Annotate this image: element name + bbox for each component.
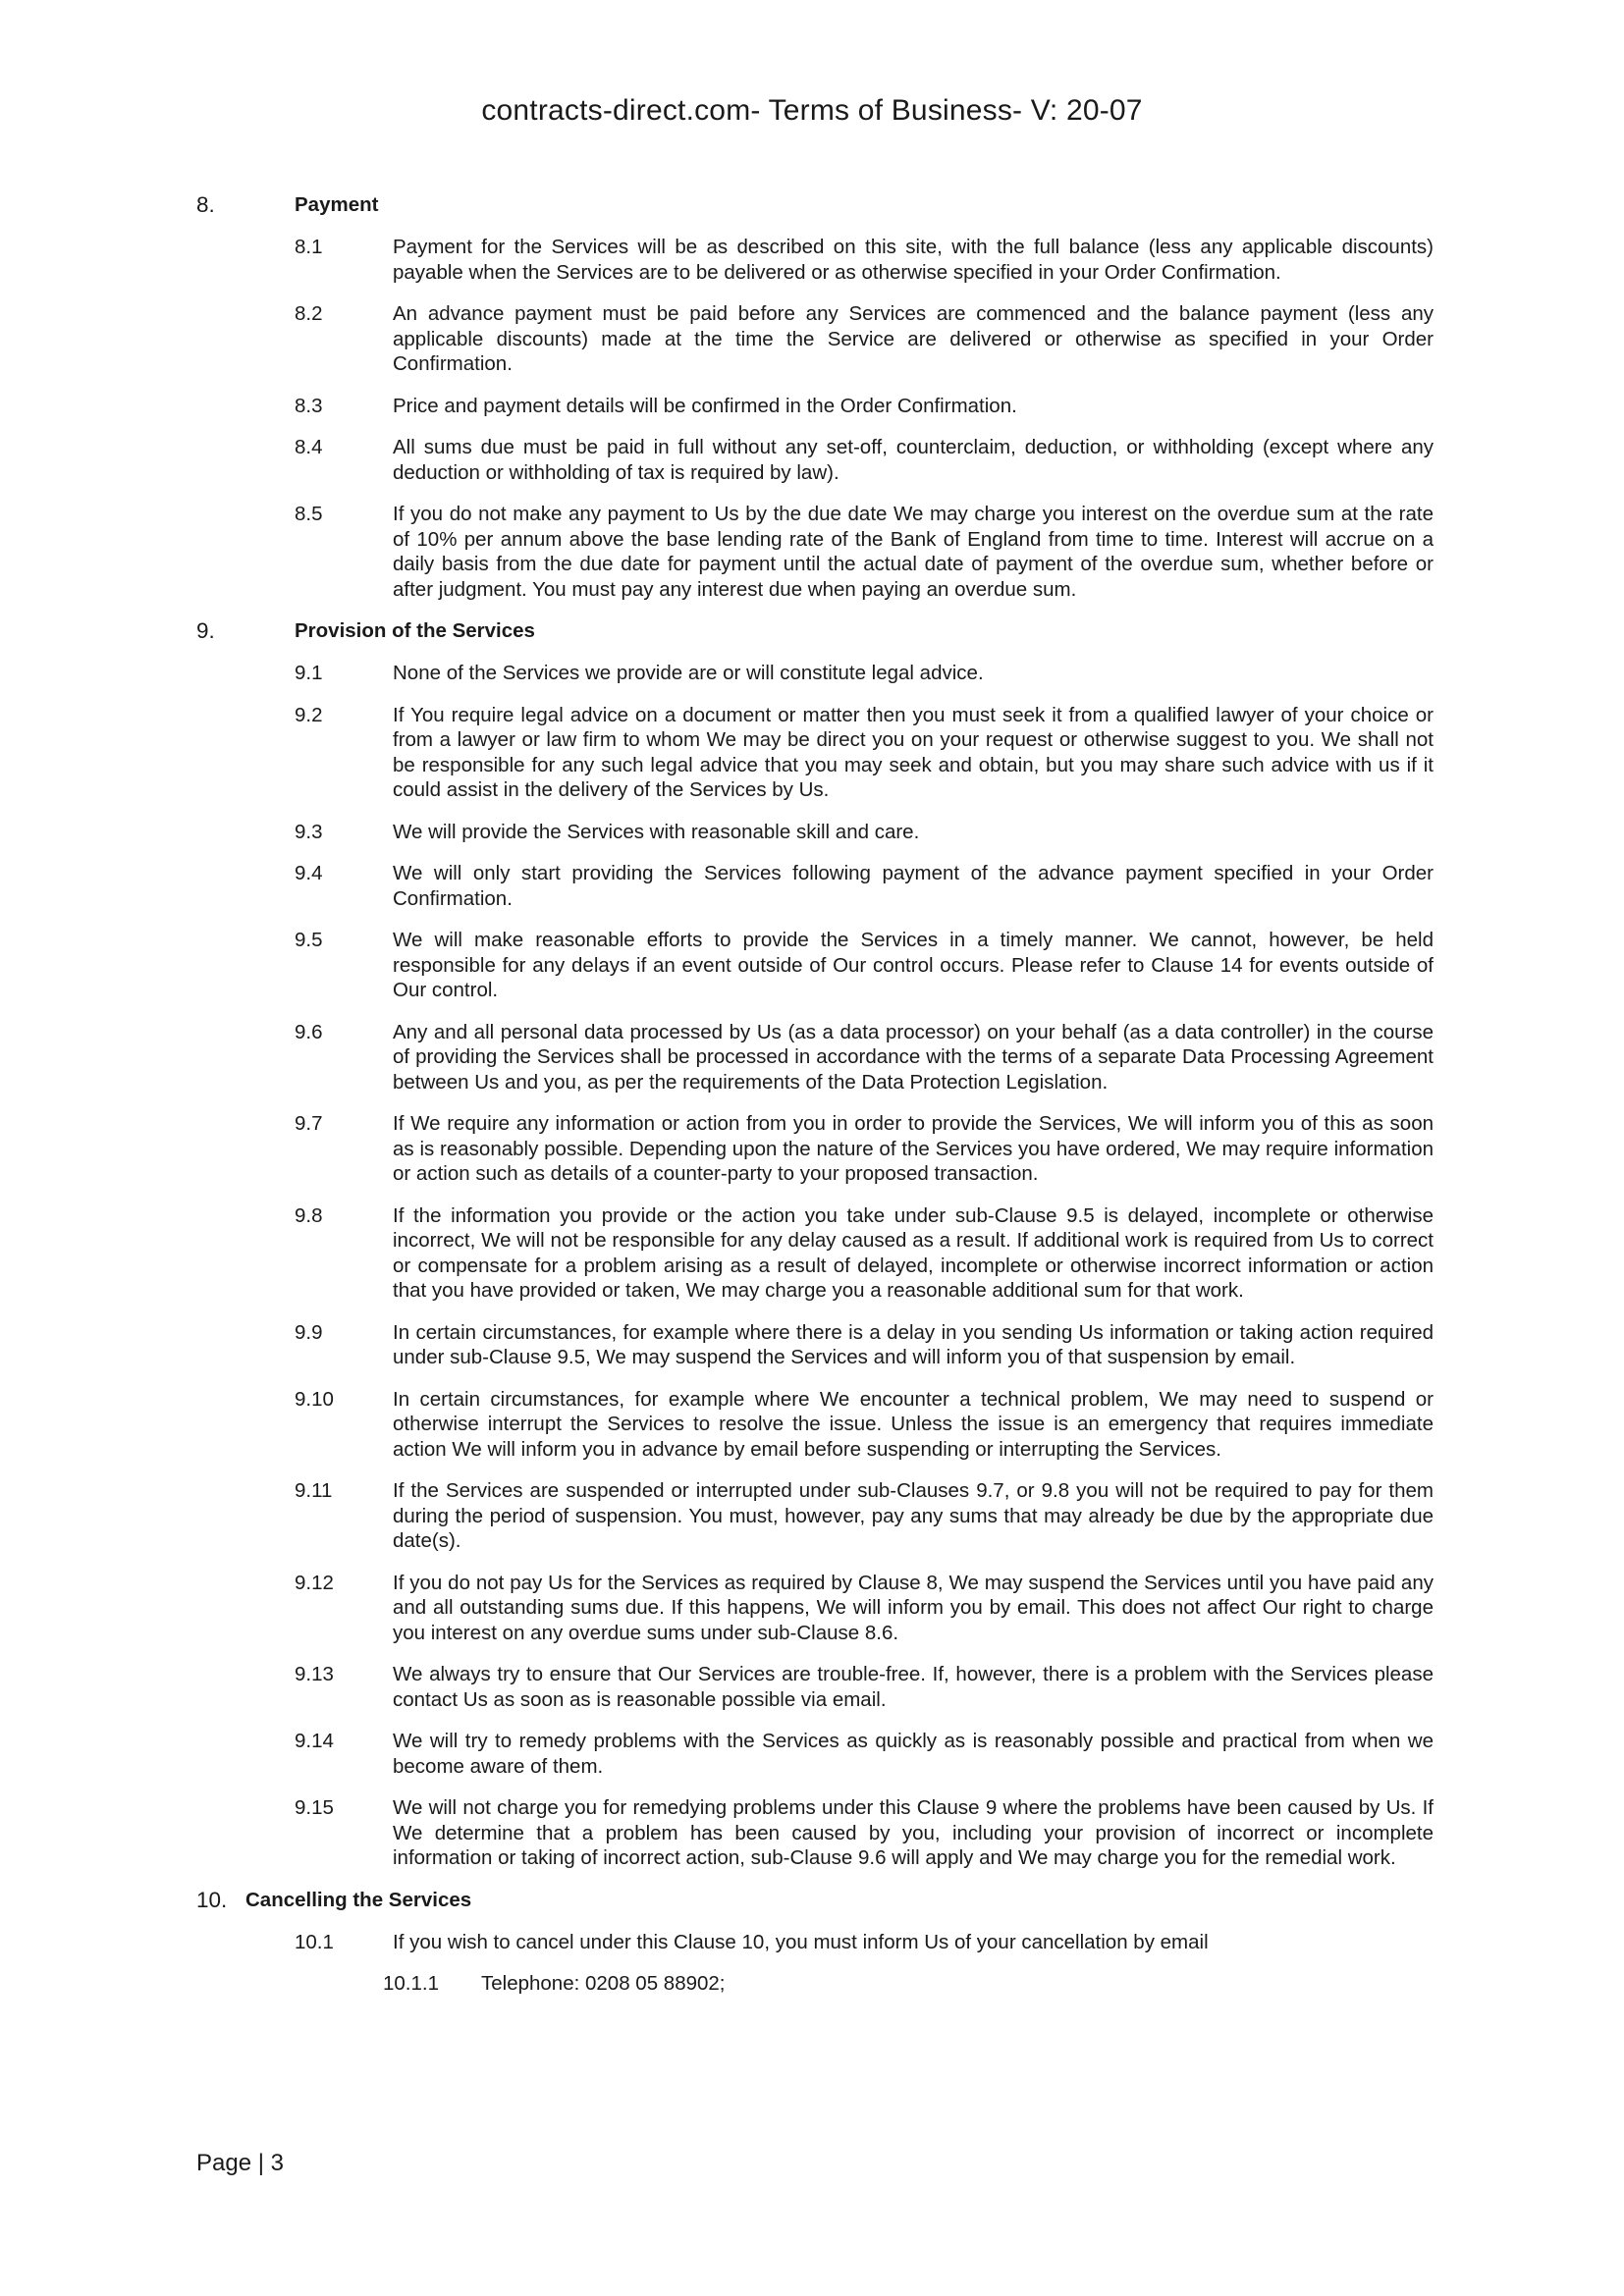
- clause-number: 9.15: [295, 1796, 334, 1819]
- clause-text: If You require legal advice on a document or matter then you must seek it from a qualified lawyer of your choice or from a lawyer or law firm to whom We may be direct you on your request or otherwise suggest to you. We shall not be responsible for any such legal advice that you may seek and obtain, but you may share such advice with us if it could assist in the delivery of the Services by Us.: [393, 703, 1434, 801]
- clause-text: We will only start providing the Services following payment of the advance payment specified in your Order Confirmation.: [393, 862, 1434, 910]
- clause: [196, 235, 1434, 285]
- clause-text: If you do not make any payment to Us by the due date We may charge you interest on the overdue sum at the rate of 10% per annum above the base lending rate of the Bank of England from time to time. Interest will accrue on a daily basis from the due date for payment until the actual date of payment of the overdue sum, whether before or after judgment. You must pay any interest due when paying an overdue sum.: [393, 503, 1434, 601]
- clause-text: We will provide the Services with reasonable skill and care.: [393, 820, 920, 843]
- clause: [196, 394, 1434, 419]
- subclause: [196, 1971, 1434, 1997]
- clause-text: We will make reasonable efforts to provide the Services in a timely manner. We cannot, however, be held responsible for any delays if an event outside of Our control occurs. Please refer to Clause 14 for events outside of Our control.: [393, 929, 1434, 1001]
- clause: [196, 861, 1434, 911]
- clause-number: 9.9: [295, 1320, 323, 1344]
- section-number: 9.: [196, 618, 215, 643]
- clause-number: 9.14: [295, 1730, 334, 1752]
- clause-text: If We require any information or action from you in order to provide the Services, We will inform you of this as soon as is reasonably possible. Depending upon the nature of the Services you have ordered, We may require information or action such as details of a counter-party to your proposed transaction.: [393, 1112, 1434, 1185]
- clause-number: 9.1: [295, 662, 323, 684]
- clause-number: 9.2: [295, 703, 323, 726]
- clause-text: Any and all personal data processed by Us (as a data processor) on your behalf (as a data controller) in the course of providing the Services shall be processed in accordance with the terms of a separate Data Processing Agreement between Us and you, as per the requirements of the Data Protection Legislation.: [393, 1020, 1434, 1094]
- section-heading: [196, 192, 1434, 218]
- clause-text: In certain circumstances, for example where there is a delay in you sending Us information or taking action required under sub-Clause 9.5, We may suspend the Services and will inform you of that suspension by email.: [393, 1320, 1434, 1368]
- clause-text: We always try to ensure that Our Services are trouble-free. If, however, there is a problem with the Services please contact Us as soon as is reasonable possible via email.: [393, 1663, 1434, 1711]
- clause-number: 9.3: [295, 820, 323, 843]
- subclause-number: 10.1.1: [383, 1972, 439, 1995]
- clause-text: If you wish to cancel under this Clause 10, you must inform Us of your cancellation by email: [393, 1930, 1209, 1953]
- clause: [196, 1729, 1434, 1779]
- clause: [196, 1203, 1434, 1304]
- clause: [196, 1662, 1434, 1712]
- clause: [196, 1478, 1434, 1554]
- clause-text: We will try to remedy problems with the Services as quickly as is reasonably possible and practical from when we become aware of them.: [393, 1730, 1434, 1778]
- clause-text: If you do not pay Us for the Services as required by Clause 8, We may suspend the Services until you have paid any and all outstanding sums due. If this happens, We will inform you by email. This does not affect Our right to charge you interest on any overdue sums under sub-Clause 8.6.: [393, 1571, 1434, 1644]
- page-number: Page | 3: [196, 2150, 284, 2176]
- clause: [196, 1111, 1434, 1187]
- clause-text: We will not charge you for remedying problems under this Clause 9 where the problems have been caused by Us. If We determine that a problem has been caused by you, including your provision of incorrect or incomplete information or taking of incorrect action, sub-Clause 9.6 will apply and We may charge you for the remedial work.: [393, 1796, 1434, 1869]
- section-title: Payment: [295, 193, 379, 216]
- clause: [196, 928, 1434, 1003]
- clause: [196, 502, 1434, 602]
- document-body: [196, 192, 1434, 2013]
- clause: [196, 1387, 1434, 1463]
- clause: [196, 1571, 1434, 1646]
- page-header: contracts-direct.com- Terms of Business- V: 20-07: [481, 94, 1143, 127]
- clause-text: None of the Services we provide are or will constitute legal advice.: [393, 662, 984, 684]
- section-number: 10.: [196, 1887, 228, 1912]
- clause-number: 8.1: [295, 236, 323, 258]
- clause-number: 8.2: [295, 302, 323, 325]
- clause-text: If the Services are suspended or interrupted under sub-Clauses 9.7, or 9.8 you will not be required to pay for them during the period of suspension. You must, however, pay any sums that may already be due by the appropriate due date(s).: [393, 1479, 1434, 1552]
- clause-number: 9.7: [295, 1112, 323, 1135]
- clause: [196, 661, 1434, 686]
- clause-number: 9.12: [295, 1571, 334, 1594]
- section-title: Cancelling the Services: [245, 1888, 472, 1911]
- clause-number: 9.10: [295, 1387, 334, 1411]
- clause: [196, 435, 1434, 485]
- clause-number: 9.5: [295, 929, 323, 951]
- clause: [196, 1020, 1434, 1095]
- clause-number: 9.11: [295, 1479, 333, 1502]
- clause: [196, 1320, 1434, 1370]
- clause-text: If the information you provide or the action you take under sub-Clause 9.5 is delayed, incomplete or otherwise incorrect, We will not be responsible for any delay caused as a result. If additional work is required from Us to correct or compensate for a problem arising as a result of delayed, incomplete or otherwise incorrect information or action that you have provided or taken, We may charge you a reasonable additional sum for that work.: [393, 1203, 1434, 1302]
- subclause-text: Telephone: 0208 05 88902;: [481, 1972, 726, 1995]
- section-title: Provision of the Services: [295, 619, 535, 642]
- clause-text: Payment for the Services will be as described on this site, with the full balance (less any applicable discounts) payable when the Services are to be delivered or as otherwise specified in your Order Confirmation.: [393, 236, 1434, 284]
- clause: [196, 301, 1434, 377]
- clause-number: 8.3: [295, 394, 323, 417]
- clause-number: 9.4: [295, 862, 323, 884]
- clause-text: Price and payment details will be confirmed in the Order Confirmation.: [393, 394, 1017, 417]
- clause-number: 8.4: [295, 436, 323, 458]
- clause-text: An advance payment must be paid before any Services are commenced and the balance payment (less any applicable discounts) made at the time the Service are delivered or otherwise as specified in your Order Confirmation.: [393, 302, 1434, 375]
- section-heading: [196, 618, 1434, 644]
- clause-text: In certain circumstances, for example where We encounter a technical problem, We may need to suspend or otherwise interrupt the Services to resolve the issue. Unless the issue is an emergency that requires immediate action We will inform you in advance by email before suspending or interrupting the Services.: [393, 1387, 1434, 1461]
- clause-number: 9.13: [295, 1663, 334, 1685]
- section-number: 8.: [196, 192, 215, 217]
- clause: [196, 1795, 1434, 1871]
- clause-number: 9.6: [295, 1020, 323, 1043]
- section-heading: [196, 1888, 1434, 1913]
- clause-number: 10.1: [295, 1930, 334, 1953]
- clause-text: All sums due must be paid in full without any set-off, counterclaim, deduction, or withholding (except where any deduction or withholding of tax is required by law).: [393, 436, 1434, 484]
- clause: [196, 1930, 1434, 1955]
- clause-number: 9.8: [295, 1203, 323, 1227]
- clause: [196, 820, 1434, 845]
- clause: [196, 703, 1434, 803]
- clause-number: 8.5: [295, 503, 323, 525]
